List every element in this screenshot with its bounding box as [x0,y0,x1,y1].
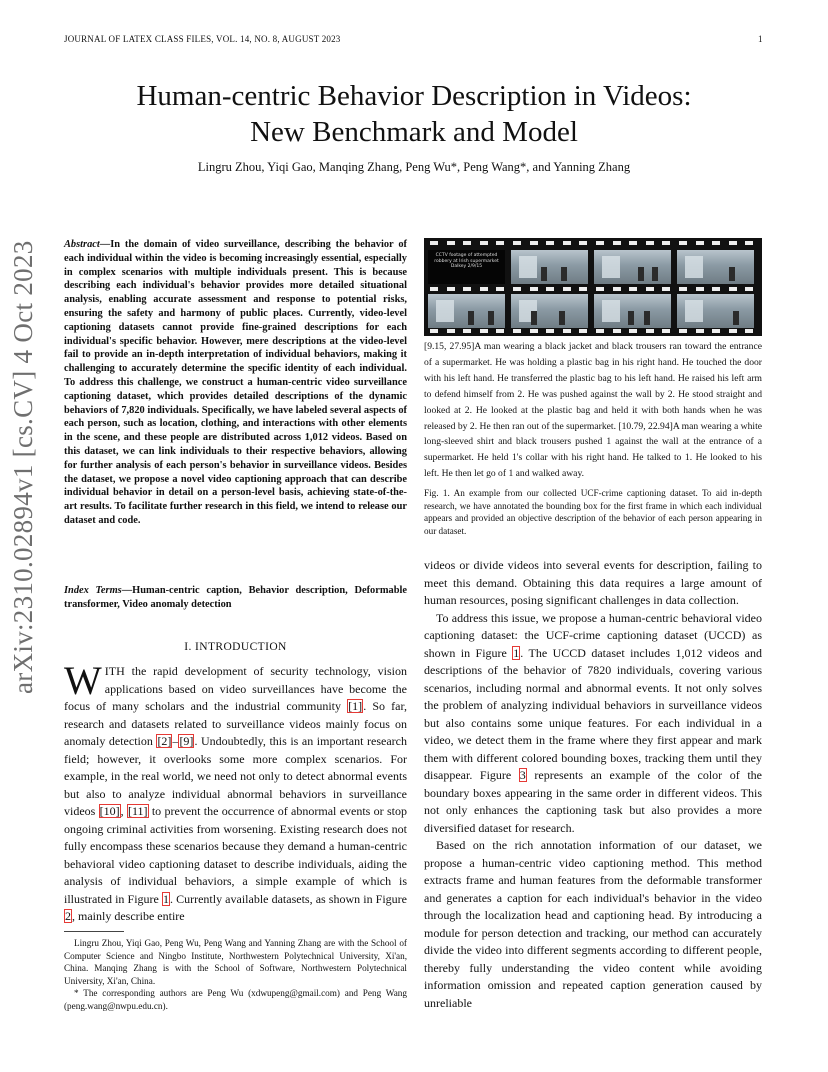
person-silhouette [652,267,658,281]
figure-3-link[interactable]: 3 [519,768,526,782]
sprocket-hole [563,241,571,245]
sprocket-hole [679,287,687,291]
sprocket-hole [530,329,538,333]
author-list: Lingru Zhou, Yiqi Gao, Manqing Zhang, Peng Wu*, Peng Wang*, and Yanning Zhang [197,160,631,174]
sprocket-hole [613,287,621,291]
sprocket-hole [662,287,670,291]
sprocket-hole [662,241,670,245]
sprocket-hole [480,241,488,245]
title-line-2: New Benchmark and Model [250,116,578,148]
sprocket-hole [463,287,471,291]
person-silhouette [644,311,650,325]
video-frame [594,294,671,328]
index-terms [64,584,407,612]
person-silhouette [531,311,537,325]
figure-video-frames [424,238,762,336]
arxiv-stamp: arXiv:2310.02894v1 [cs.CV] 4 Oct 2023 [8,240,38,694]
sprocket-hole [745,329,753,333]
sprocket-hole [613,241,621,245]
video-frame [511,294,588,328]
sprocket-hole [629,329,637,333]
right-column-body [424,557,762,1012]
sprocket-hole [546,287,554,291]
sprocket-hole [729,287,737,291]
sprocket-hole [696,329,704,333]
sprocket-hole [646,241,654,245]
abstract-body: —In the domain of video surveillance, describing the behavior of each individual within the video is becoming increasingly essential, especially in complex scenarios with multiple individuals present. This is because describing each individual's behavior provides more detailed situational analysis, enabling accurate assessment and response to potential risks, ensuring the safety and harmony of public places. Currently, video-level captioning datasets cannot provide fine-grained descriptions for each individual's specific behavior. However, mere descriptions at the video-level fail to provide an in-depth interpretation of individual behaviors, making it challenging to accurately determine the specific identity of each individual. To address this challenge, we construct a human-centric video surveillance captioning dataset, which provides detailed descriptions of the dynamic behaviors of 7,820 individuals. Specifically, we have labeled several aspects of each person, such as location, clothing, and interactions with other elements in the scene, and these people are distributed across 1,012 videos. Based on this dataset, we can link individuals to their respective behaviors, allowing for further analysis of each person's behavior in surveillance videos. Besides the dataset, we propose a novel video captioning approach that can describe individual behavior in detail on a person-level basis, achieving state-of-the-art results. To facilitate further research in this field, we intend to release our dataset and code. [64,239,407,526]
sprocket-hole [530,241,538,245]
sprocket-hole [729,329,737,333]
person-silhouette [729,267,735,281]
sprocket-hole [712,329,720,333]
sprocket-hole [530,287,538,291]
intro-text-d: to prevent the occurrence of abnormal events or stop ongoing criminal activities from worsening. Existing research does not fully encompass these scenarios because they demand a human-centric behavioral video captioning dataset to describe individuals, aiding the analysis of individual behaviors, a simple example of which is illustrated in Figure [64,804,407,906]
person-silhouette [559,311,565,325]
figure-description: [9.15, 27.95]A man wearing a black jacket and black trousers ran toward the entrance of a supermarket. He was holding a plastic bag in his right hand. He touched the door with his left hand. He transferred the plastic bag to his left hand. He raised his left arm to defend himself from 2. He was pushed against the wall by 2. He stood straight and looked at 2. He looked at the plastic bag and held it with both hands when he was released by 2. He then ran out of the supermarket. [10.79, 22.94]A man wearing a white long-sleeved shirt and black trousers pushed 1 against the wall at the entrance of a supermarket. He held 1's collar with his right hand. He talked to 1. He looked to his left. He then let go of 1 and walked away. [424,341,762,480]
sprocket-hole [579,241,587,245]
intro-text-f: , mainly describe entire [72,909,185,923]
footnote [64,937,407,1013]
intro-text-b: . So far, research and datasets related to surveillance videos mainly focus on anomaly detection [64,699,408,748]
sprocket-hole [662,329,670,333]
index-terms-body: —Human-centric caption, Behavior description, Deformable transformer, Video anomaly detection [64,585,407,610]
sprocket-hole [596,241,604,245]
sprocket-hole [596,287,604,291]
sprocket-hole [629,287,637,291]
sprocket-hole [480,329,488,333]
sprocket-hole [430,329,438,333]
sprocket-hole [430,241,438,245]
citation-link-2[interactable]: [2] [157,734,172,748]
sprocket-hole [496,329,504,333]
sprocket-hole [679,241,687,245]
sprocket-hole [745,241,753,245]
title-line-1: Human-centric Behavior Description in Videos: [136,80,692,112]
sprocket-hole [463,329,471,333]
page-number: 1 [758,34,763,44]
abstract-lead: Abstract [64,239,100,250]
door-shape [602,256,620,278]
sprocket-hole [596,329,604,333]
sprocket-hole [679,329,687,333]
citation-link-9[interactable]: [9] [179,734,194,748]
right-text-c: represents an example of the color of the boundary boxes appearing in the same order in different videos. This not only enhances the captioning task but also provides a more diversified dataset for research. [424,768,762,835]
sprocket-hole [712,241,720,245]
person-silhouette [638,267,644,281]
intro-text-c: . Undoubtedly, this is an important research field; however, it overlooks some more complex scenarios. For example, in the real world, we need not only to detect abnormal events but also to analyze individual abnormal behaviors in surveillance videos [64,734,407,818]
door-shape [602,300,620,322]
sprocket-hole [496,241,504,245]
sprocket-hole [712,287,720,291]
film-strip-top [424,238,762,248]
sprocket-hole [729,241,737,245]
citation-dash: – [172,734,179,748]
index-terms-lead: Index Terms [64,585,122,596]
figure-1-link-right[interactable]: 1 [513,645,520,660]
citation-link-10[interactable]: [10] [99,804,120,818]
citation-comma: , [120,804,127,818]
sprocket-hole [513,329,521,333]
figure-title-frame: CCTV footage of attempted robbery at Irish supermarket Dalkey 2/9/15 [428,250,505,284]
sprocket-hole [513,241,521,245]
sprocket-hole [480,287,488,291]
sprocket-hole [646,329,654,333]
sprocket-hole [696,241,704,245]
sprocket-hole [546,241,554,245]
sprocket-hole [546,329,554,333]
sprocket-hole [563,287,571,291]
citation-link-11[interactable]: [11] [127,804,148,818]
footnote-affiliation: Lingru Zhou, Yiqi Gao, Peng Wu, Peng Wang and Yanning Zhang are with the School of Computer Science and Ningbo Institute, Northwestern Polytechnical University, Xi'an, China. Manqing Zhang is with the School of Software, Northwestern Polytechnical University, Xi'an, China. [64,938,407,986]
dropcap-letter: W [64,658,102,703]
right-paragraph-2 [424,610,762,838]
sprocket-hole [579,329,587,333]
person-silhouette [733,311,739,325]
person-silhouette [628,311,634,325]
section-heading: I. INTRODUCTION [184,641,287,653]
sprocket-hole [513,287,521,291]
right-paragraph-1: videos or divide videos into several events for description, failing to meet this demand. Obtaining this data requires a large amount of human resources, posing significant challenges in data collection. [424,558,762,607]
figure-2-link[interactable]: 2 [65,909,71,923]
sprocket-hole [563,329,571,333]
sprocket-hole [696,287,704,291]
sprocket-hole [613,329,621,333]
right-paragraph-3: Based on the rich annotation information of our dataset, we propose a human-centric video captioning method. This method extracts frame and human features from the deformable transformer and generates a caption for each individual's behavior in the video through the localization head and captioning head. By introducing a module for person detection and tracking, our method can accurately divide the video into different segments according to different people, thereby fully understanding the video content while avoiding information omission and repeated caption generation caused by unreliable [424,838,762,1010]
intro-text-e: . Currently available datasets, as shown in Figure [169,891,408,906]
film-strip-middle [424,284,762,294]
sprocket-hole [463,241,471,245]
abstract [64,238,407,528]
citation-link-1[interactable]: [1] [348,699,363,713]
door-shape [685,300,703,322]
door-shape [685,256,703,278]
sprocket-hole [629,241,637,245]
paper-title [60,78,768,150]
video-frame [511,250,588,284]
video-frame [428,294,505,328]
footnote-corresponding: * The corresponding authors are Peng Wu (xdwupeng@gmail.com) and Peng Wang (peng.wang@nwpu.edu.cn). [64,988,407,1011]
sprocket-hole [646,287,654,291]
sprocket-hole [447,241,455,245]
right-text-a: To address this issue, we propose a human-centric behavioral video captioning dataset: the UCF-crime captioning dataset (UCCD) as shown in Figure [424,610,762,660]
intro-text-a: ITH the rapid development of security technology, vision applications based on video surveillances have become the focus of many scholars and the industrial community [64,664,407,713]
video-frame [677,294,754,328]
sprocket-hole [430,287,438,291]
person-silhouette [561,267,567,281]
person-silhouette [541,267,547,281]
door-shape [436,300,454,322]
figure-caption: Fig. 1. An example from our collected UCF-crime captioning dataset. To aid in-depth research, we have annotated the bounding box for the first frame in which each individual appears and provided an objective description of the behavior of each person appearing in our dataset. [424,488,762,536]
video-frame [594,250,671,284]
right-text-b: . The UCCD dataset includes 1,012 videos and descriptions of the behavior of 7820 individuals, covering various scenarios, including normal and abnormal events. It not only solves the problem of analyzing individual behaviors in surveillance videos but also contains some unique features. For each individual in a video, we detect them in the frame where they first appear and mark them with different colored bounding boxes, tracking them until they disappear. Figure [424,645,762,782]
sprocket-hole [447,329,455,333]
video-frame [677,250,754,284]
door-shape [519,256,537,278]
footnote-rule [64,931,124,932]
sprocket-hole [496,287,504,291]
person-silhouette [488,311,494,325]
sprocket-hole [579,287,587,291]
sprocket-hole [745,287,753,291]
person-silhouette [468,311,474,325]
introduction-paragraph [64,658,408,926]
sprocket-hole [447,287,455,291]
figure-1-link[interactable]: 1 [162,891,169,906]
running-head: JOURNAL OF LATEX CLASS FILES, VOL. 14, NO. 8, AUGUST 2023 [64,34,341,44]
